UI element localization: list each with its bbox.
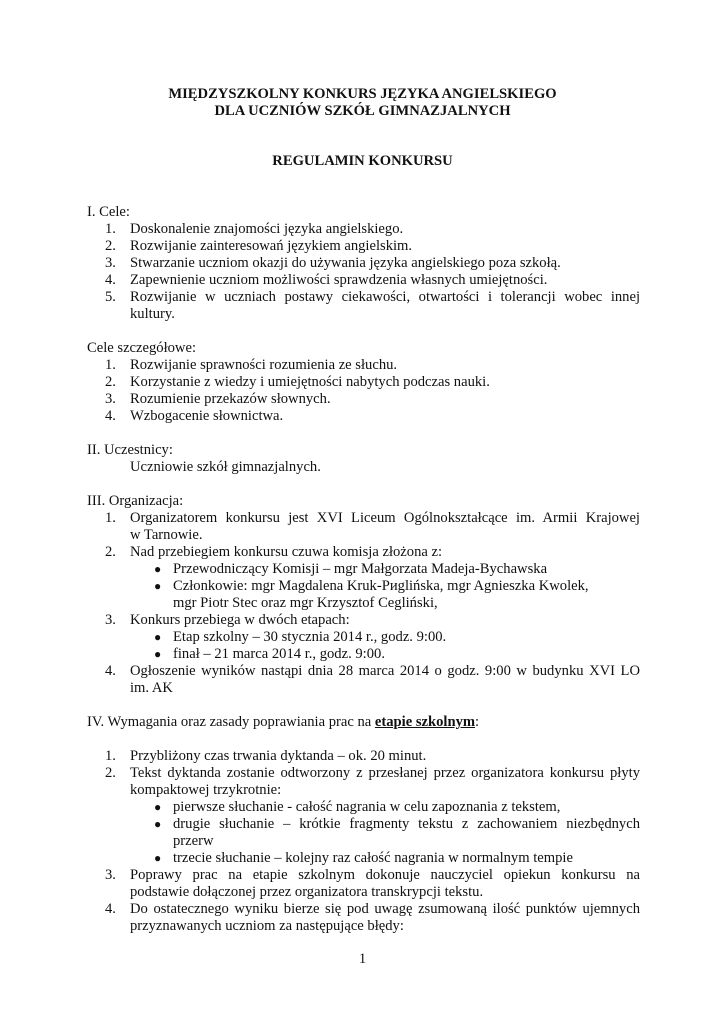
section-3-heading: III. Organizacja:	[87, 493, 184, 509]
document-title-line-2: DLA UCZNIÓW SZKÓŁ GIMNAZJALNYCH	[214, 103, 511, 119]
section-2-text: Uczniowie szkół gimnazjalnych.	[130, 459, 321, 475]
section-1b-item-2: 2. Korzystanie z wiedzy i umiejętności nabytych podczas nauki.	[105, 374, 490, 390]
bullet-icon: ●	[154, 562, 162, 576]
section-1-heading: I. Cele:	[87, 204, 130, 220]
section-3-item-1-cont: w Tarnowie.	[130, 527, 203, 543]
section-3-item-3: 3. Konkurs przebiega w dwóch etapach:	[105, 612, 350, 628]
section-1b-heading: Cele szczegółowe:	[87, 340, 196, 356]
section-4-item-2: 2. Tekst dyktanda zostanie odtworzony z przesłanej przez organizatora konkursu płyty	[105, 765, 640, 781]
section-4-item-2-bullet-3: ● trzecie słuchanie – kolejny raz całość nagrania w normalnym tempie	[154, 850, 573, 866]
section-1-item-1: 1. Doskonalenie znajomości języka angielskiego.	[105, 221, 404, 237]
section-3-item-3-bullet-1: ● Etap szkolny – 30 stycznia 2014 r., godz. 9:00.	[154, 629, 447, 645]
section-3-item-1: 1. Organizatorem konkursu jest XVI Liceum Ogólnokształcące im. Armii Krajowej	[105, 510, 640, 526]
section-4-item-2-cont: kompaktowej trzykrotnie:	[130, 782, 282, 798]
section-1-item-5: 5. Rozwijanie w uczniach postawy ciekawości, otwartości i tolerancji wobec innej	[105, 289, 640, 305]
section-4-item-2-bullet-2: ● drugie słuchanie – krótkie fragmenty tekstu z zachowaniem niezbędnych	[154, 816, 640, 832]
section-4-item-2-bullet-1: ● pierwsze słuchanie - całość nagrania w celu zapoznania z tekstem,	[154, 799, 561, 815]
bullet-icon: ●	[154, 817, 162, 831]
section-1-item-5-cont: kultury.	[130, 306, 175, 322]
section-4-heading-emphasis: etapie szkolnym	[374, 714, 476, 730]
section-4-item-1: 1. Przybliżony czas trwania dyktanda – ok. 20 minut.	[105, 748, 427, 764]
document-subtitle: REGULAMIN KONKURSU	[272, 153, 453, 169]
section-3-item-3-bullet-2: ● finał – 21 marca 2014 r., godz. 9:00.	[154, 646, 385, 662]
bullet-icon: ●	[154, 630, 162, 644]
section-3-item-4: 4. Ogłoszenie wyników nastąpi dnia 28 marca 2014 o godz. 9:00 w budynku XVI LO	[105, 663, 640, 679]
section-1b-item-1: 1. Rozwijanie sprawności rozumienia ze słuchu.	[105, 357, 398, 373]
section-3-item-2-bullet-1: ● Przewodniczący Komisji – mgr Małgorzata Madeja-Bychawska	[154, 561, 548, 577]
section-3-item-2: 2. Nad przebiegiem konkursu czuwa komisja złożona z:	[105, 544, 443, 560]
section-3-item-2-bullet-2-cont: mgr Piotr Stec oraz mgr Krzysztof Cegliński,	[173, 595, 438, 611]
section-4-item-2-bullet-2-cont: przerw	[173, 833, 214, 849]
page-number: 1	[358, 951, 367, 967]
section-3-item-2-bullet-2: ● Członkowie: mgr Magdalena Kruk-Риglińska, mgr Agnieszka Kwolek,	[154, 578, 589, 594]
section-1-item-3: 3. Stwarzanie uczniom okazji do używania języka angielskiego poza szkołą.	[105, 255, 561, 271]
section-4-item-4-cont: przyznawanych uczniom za następujące błędy:	[130, 918, 404, 934]
bullet-icon: ●	[154, 579, 162, 593]
section-1b-item-3: 3. Rozumienie przekazów słownych.	[105, 391, 331, 407]
bullet-icon: ●	[154, 851, 162, 865]
section-1-item-4: 4. Zapewnienie uczniom możliwości sprawdzenia własnych umiejętności.	[105, 272, 548, 288]
section-4-item-3: 3. Poprawy prac na etapie szkolnym dokonuje nauczyciel opiekun konkursu na	[105, 867, 640, 883]
bullet-icon: ●	[154, 647, 162, 661]
section-1b-item-4: 4. Wzbogacenie słownictwa.	[105, 408, 284, 424]
section-3-item-4-cont: im. AK	[130, 680, 173, 696]
document-body	[87, 204, 640, 935]
bullet-icon: ●	[154, 800, 162, 814]
section-2-heading: II. Uczestnicy:	[87, 442, 173, 458]
section-4-item-4: 4. Do ostatecznego wyniku bierze się pod uwagę zsumowaną ilość punktów ujemnych	[105, 901, 640, 917]
section-1-item-2: 2. Rozwijanie zainteresowań językiem angielskim.	[105, 238, 413, 254]
section-4-heading: IV. Wymagania oraz zasady poprawiania prac na etapie szkolnym:	[87, 714, 480, 730]
section-4-item-3-cont: podstawie dołączonej przez organizatora transkrypcji tekstu.	[130, 884, 484, 900]
document-title-line-1: MIĘDZYSZKOLNY KONKURS JĘZYKA ANGIELSKIEGO	[168, 86, 557, 102]
